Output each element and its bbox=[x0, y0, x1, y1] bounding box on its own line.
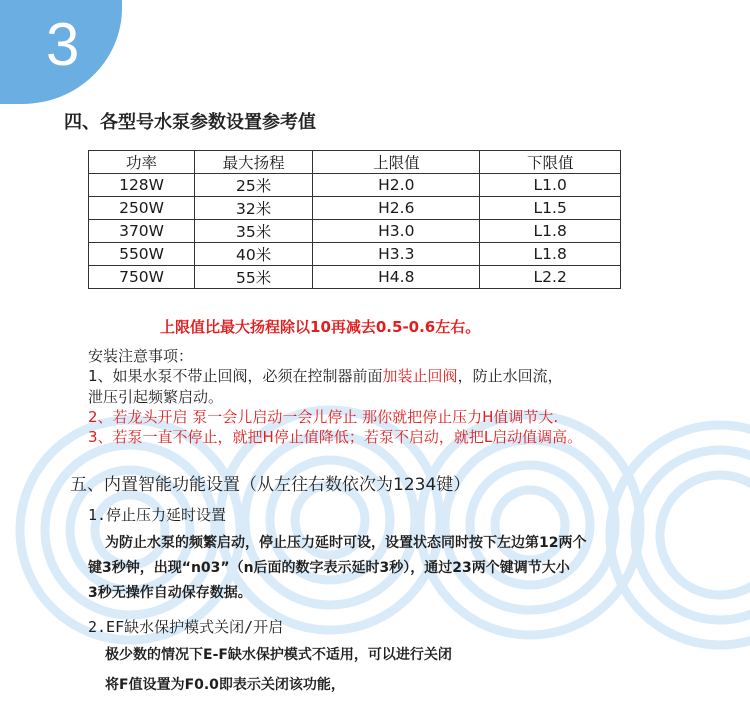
table-row bbox=[89, 197, 621, 220]
item1-line-2: 键3秒钟，出现“n03”（n后面的数字表示延时3秒），通过23两个键调节大小 bbox=[88, 560, 570, 576]
table-cell: H3.3 bbox=[313, 243, 480, 266]
table-cell: 550W bbox=[89, 243, 195, 266]
badge-number: 3 bbox=[46, 11, 80, 78]
upper-limit-note: 上限值比最大扬程除以10再减去0.5-0.6左右。 bbox=[160, 318, 481, 336]
table-cell: 370W bbox=[89, 220, 195, 243]
item1-line-1: 为防止水泵的频繁启动，停止压力延时可设，设置状态同时按下左边第12两个 bbox=[105, 535, 587, 551]
item2-line-1: 极少数的情况下E-F缺水保护模式不适用，可以进行关闭 bbox=[105, 647, 452, 663]
table-cell: 55米 bbox=[195, 266, 313, 289]
table-row bbox=[89, 243, 621, 266]
table-cell: 40米 bbox=[195, 243, 313, 266]
table-row bbox=[89, 266, 621, 289]
install-line-1-cont: 泄压引起频繁启动。 bbox=[88, 388, 224, 406]
table-cell: H2.6 bbox=[313, 197, 480, 220]
section5-title: 五、内置智能功能设置（从左往右数依次为1234键） bbox=[70, 475, 471, 495]
table-row bbox=[89, 174, 621, 197]
item1-line-3: 3秒无操作自动保存数据。 bbox=[88, 585, 252, 601]
section-badge bbox=[0, 0, 122, 104]
install-title: 安装注意事项： bbox=[88, 347, 194, 365]
table-cell: L2.2 bbox=[480, 266, 621, 289]
table-cell: H2.0 bbox=[313, 174, 480, 197]
item2-line-2: 将F值设置为F0.0即表示关闭该功能， bbox=[105, 677, 345, 693]
section4-title: 四、各型号水泵参数设置参考值 bbox=[64, 112, 316, 133]
install-line-1 bbox=[88, 365, 563, 386]
table-header: 最大扬程 bbox=[195, 151, 313, 174]
table-cell: H4.8 bbox=[313, 266, 480, 289]
table-cell: H3.0 bbox=[313, 220, 480, 243]
item2-title: 2.EF缺水保护模式关闭/开启 bbox=[88, 618, 284, 636]
table-header-row bbox=[89, 151, 621, 174]
table-cell: L1.0 bbox=[480, 174, 621, 197]
table-cell: 250W bbox=[89, 197, 195, 220]
table-cell: L1.5 bbox=[480, 197, 621, 220]
table-cell: 750W bbox=[89, 266, 195, 289]
item1-title: 1.停止压力延时设置 bbox=[88, 506, 227, 524]
table-cell: 128W bbox=[89, 174, 195, 197]
install-line-2: 2、若龙头开启 泵一会儿启动一会儿停止 那你就把停止压力H值调节大. bbox=[88, 408, 559, 426]
table-row bbox=[89, 220, 621, 243]
table-cell: 35米 bbox=[195, 220, 313, 243]
install-line-3: 3、若泵一直不停止，就把H停止值降低；若泵不启动，就把L启动值调高。 bbox=[88, 428, 583, 446]
table-header: 下限值 bbox=[480, 151, 621, 174]
table-cell: 25米 bbox=[195, 174, 313, 197]
table-header: 功率 bbox=[89, 151, 195, 174]
install-line-1-highlight: 加装止回阀 bbox=[382, 367, 458, 385]
table-cell: L1.8 bbox=[480, 243, 621, 266]
install-line-1-text: 1、如果水泵不带止回阀，必须在控制器前面 bbox=[88, 367, 383, 385]
table-cell: 32米 bbox=[195, 197, 313, 220]
table-header: 上限值 bbox=[313, 151, 480, 174]
install-line-1-tail: ，防止水回流， bbox=[457, 367, 563, 385]
table-cell: L1.8 bbox=[480, 220, 621, 243]
pump-parameter-table bbox=[88, 150, 621, 289]
